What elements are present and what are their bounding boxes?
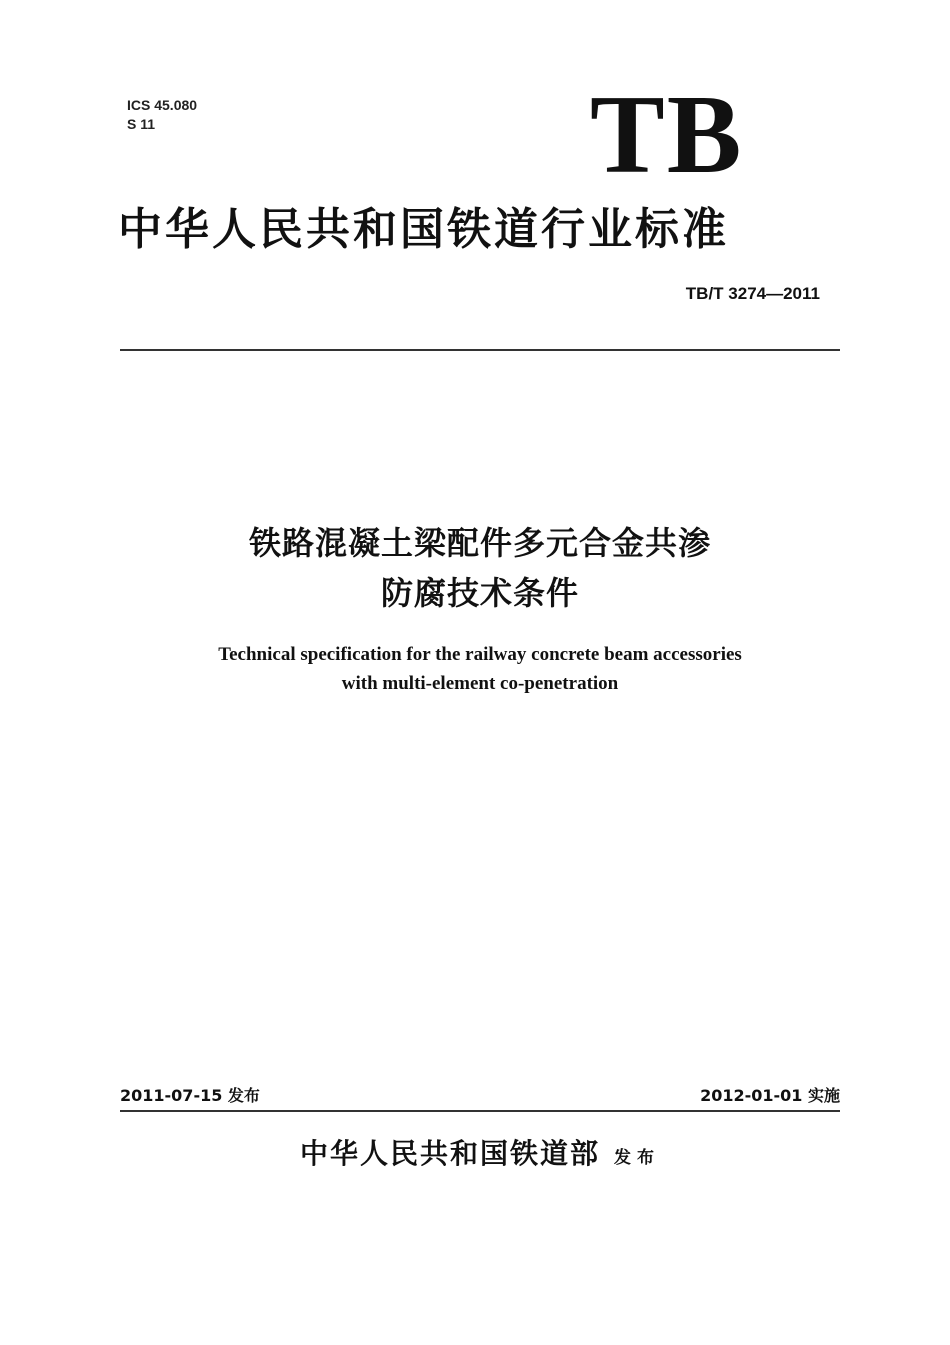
title-en-line-1: Technical specification for the railway concrete beam accessories — [218, 644, 742, 665]
category-code: S 11 — [127, 116, 156, 132]
standard-code: TB/T 3274—2011 — [685, 284, 820, 303]
top-divider — [120, 349, 840, 351]
standard-name: 中华人民共和国铁道行业标准 — [118, 204, 729, 255]
issuer-block — [100, 1134, 860, 1178]
document-title-en — [100, 640, 860, 698]
title-cn-line-2: 防腐技术条件 — [380, 574, 579, 612]
ics-code: ICS 45.080 — [127, 97, 198, 113]
title-cn-line-1: 铁路混凝土梁配件多元合金共渗 — [248, 524, 711, 562]
classification-block — [127, 96, 197, 134]
issuer-name: 中华人民共和国铁道部 — [299, 1137, 600, 1170]
bottom-divider — [120, 1110, 840, 1112]
issue-date: 2011-07-15 发布 — [120, 1086, 260, 1105]
tb-logo: TB — [590, 73, 744, 197]
effective-date: 2012-01-01 实施 — [700, 1086, 840, 1105]
title-en-line-2: with multi-element co-penetration — [341, 673, 619, 694]
document-title-cn — [100, 518, 860, 618]
issuer-suffix: 发布 — [614, 1148, 660, 1168]
